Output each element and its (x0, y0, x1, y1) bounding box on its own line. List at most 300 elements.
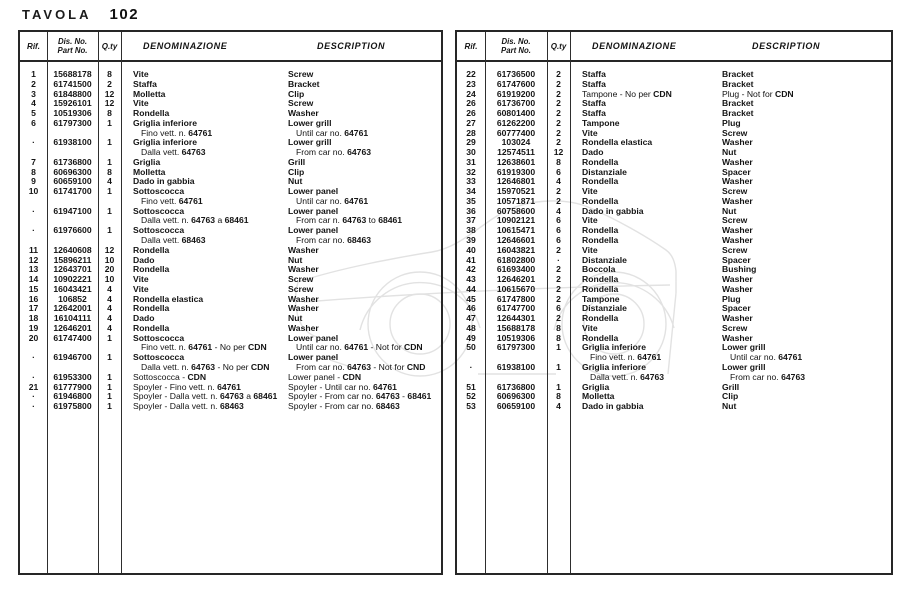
qty-cell: 8 (107, 108, 112, 119)
denominazione-cell (570, 343, 711, 363)
part-text-line: Sottoscocca (133, 205, 185, 216)
part-number-cell: 12646201 (496, 274, 536, 285)
part-text-line: Washer (722, 137, 753, 148)
part-text-line: Washer (288, 322, 319, 333)
rif-cell: · (32, 352, 35, 363)
part-text-line: Dalla vett. 64763 (141, 147, 206, 158)
part-number-cell: 61736800 (496, 381, 536, 392)
column-header-part-no: Dis. No. Part No. (501, 37, 531, 55)
denominazione-cell (121, 187, 277, 207)
part-text-line: From car no. 64763 (296, 147, 372, 158)
part-text-line: Washer (722, 313, 753, 324)
qty-cell: 2 (556, 117, 561, 128)
part-text-line: Screw (722, 127, 748, 138)
part-text-line: Vite (582, 322, 598, 333)
part-text-line: Rondella (582, 235, 619, 246)
column-header-denominazione: DENOMINAZIONE (592, 41, 677, 51)
qty-cell: 8 (556, 332, 561, 343)
part-number-cell: 60696300 (53, 166, 92, 177)
part-text-line: Griglia inferiore (582, 342, 646, 353)
qty-cell: 12 (553, 147, 564, 158)
rif-cell: 6 (31, 117, 36, 128)
rif-cell: 35 (466, 195, 476, 206)
part-text-line: Dado in gabbia (582, 401, 644, 412)
part-text-line: Until car no. 64761 - Not for CDN (296, 342, 423, 353)
part-text-line: Spoyler - Dalla vett. n. 68463 (133, 401, 244, 412)
parts-table-right (455, 30, 893, 575)
part-text-line: Rondella (582, 313, 619, 324)
part-text-line: Plug (722, 117, 741, 128)
qty-cell: 6 (556, 235, 561, 246)
rif-cell: 19 (28, 322, 39, 333)
part-number-cell: 10615471 (496, 225, 536, 236)
part-number-cell: 61938100 (53, 137, 92, 148)
description-cell (711, 343, 891, 363)
part-text-line: Griglia (133, 156, 161, 167)
title-word: TAVOLA (22, 7, 92, 22)
column-header-denominazione: DENOMINAZIONE (143, 41, 228, 51)
qty-cell: 2 (556, 313, 561, 324)
qty-cell: 4 (107, 293, 112, 304)
part-number-cell: 12574511 (497, 147, 535, 158)
denominazione-cell (570, 402, 711, 412)
part-text-line: Plug (722, 293, 741, 304)
part-number-cell: 10902121 (496, 215, 536, 226)
part-number-cell: 61747400 (53, 332, 92, 343)
part-number-cell: 10519306 (496, 332, 536, 343)
rif-cell: 11 (28, 244, 39, 255)
part-text-line: Fino vett. n. 64761 (590, 352, 662, 363)
part-text-line: From car n. 64763 to 68461 (296, 215, 403, 226)
part-number-cell: 15896211 (53, 254, 92, 265)
part-number-cell: 10519306 (53, 108, 92, 119)
rif-cell: 32 (466, 166, 476, 177)
part-text-line: Distanziale (582, 254, 627, 265)
table-header (20, 32, 441, 62)
part-number-cell: 60801400 (496, 108, 536, 119)
part-text-line: Screw (288, 69, 314, 79)
part-text-line: Spacer (722, 166, 751, 177)
rif-cell: · (32, 401, 35, 412)
part-text-line: Fino vett. n. 64761 - No per CDN (141, 342, 267, 353)
part-text-line: Staffa (582, 78, 606, 89)
part-text-line: Washer (722, 274, 753, 285)
part-number-cell: 61946800 (53, 391, 92, 402)
part-number-cell: 61802800 (496, 254, 536, 265)
part-text-line: Rondella (582, 195, 619, 206)
table-header (457, 32, 891, 62)
qty-cell: 4 (107, 322, 112, 333)
qty-cell: 4 (107, 176, 112, 187)
description-cell (277, 187, 441, 207)
part-number-cell: 61797300 (53, 117, 92, 128)
qty-cell: 1 (107, 352, 112, 363)
part-number-cell: 61747800 (496, 293, 536, 304)
part-number-cell: 61747600 (496, 78, 536, 89)
column-divider (121, 32, 122, 573)
rif-cell: 26 (466, 98, 476, 109)
rif-cell: 33 (466, 176, 476, 187)
part-text-line: Sottoscocca (133, 225, 185, 236)
qty-cell: 2 (556, 108, 561, 119)
rif-cell: 47 (466, 313, 476, 324)
denominazione-cell (121, 334, 277, 354)
rif-cell: 39 (466, 235, 476, 246)
part-number-cell: 61777900 (53, 381, 92, 392)
rif-cell: 53 (466, 401, 476, 412)
part-number-cell: 12646801 (496, 176, 536, 187)
qty-cell: 1 (107, 117, 112, 128)
rif-cell: 36 (466, 205, 476, 216)
qty-cell: 6 (556, 166, 561, 177)
part-text-line: Nut (722, 401, 737, 412)
qty-cell: 12 (104, 88, 115, 99)
rif-cell: · (32, 391, 35, 402)
part-text-line: Bracket (722, 78, 754, 89)
part-text-line: Rondella (582, 156, 619, 167)
part-text-line: Tampone (582, 293, 620, 304)
description-cell (711, 402, 891, 412)
column-divider (547, 32, 548, 573)
part-text-line: Vite (582, 244, 598, 255)
part-text-line: From car no. 64763 - Not for CND (296, 361, 426, 372)
part-text-line: Bushing (722, 264, 757, 275)
qty-cell: 8 (556, 322, 561, 333)
part-number-cell: 61946700 (53, 352, 92, 363)
part-number-cell: 61736800 (53, 156, 92, 167)
qty-cell: 1 (107, 225, 112, 236)
rif-cell: 13 (28, 264, 39, 275)
column-header-part-no: Dis. No. Part No. (57, 37, 88, 55)
qty-cell: 1 (556, 361, 561, 372)
qty-cell: 2 (556, 137, 561, 148)
part-text-line: Fino vett. 64761 (141, 195, 203, 206)
part-text-line: Vite (133, 283, 149, 294)
column-header-qty: Q.ty (550, 41, 567, 51)
table-row (20, 353, 441, 373)
denominazione-cell (121, 402, 277, 412)
description-cell (277, 226, 441, 246)
rif-cell: 15 (28, 283, 39, 294)
rif-cell: 10 (28, 186, 39, 197)
part-number-cell: 12640608 (53, 244, 92, 255)
part-text-line: Washer (288, 293, 319, 304)
rif-cell: 1 (31, 69, 36, 79)
parts-table-left (18, 30, 443, 575)
rif-cell: · (469, 361, 473, 372)
description-cell (277, 119, 441, 139)
part-text-line: Nut (722, 147, 737, 158)
part-number-cell: 60659100 (496, 401, 536, 412)
qty-cell: 2 (556, 244, 561, 255)
part-text-line: Bracket (288, 78, 320, 89)
part-text-line: Dalla vett. n. 64763 - No per CDN (141, 361, 270, 372)
part-text-line: Spacer (722, 303, 751, 314)
rif-cell: 45 (466, 293, 476, 304)
part-text-line: Spacer (722, 254, 751, 265)
part-text-line: Lower panel (288, 205, 339, 216)
qty-cell: 1 (107, 137, 112, 148)
column-header-rif: Rif. (464, 41, 478, 51)
part-text-line: Washer (722, 225, 753, 236)
part-text-line: Molletta (133, 88, 166, 99)
table-number: 102 (109, 6, 140, 23)
rif-cell: 28 (466, 127, 476, 138)
qty-cell: 10 (104, 274, 115, 285)
qty-cell: 1 (107, 371, 112, 382)
qty-cell: 4 (556, 205, 561, 216)
part-number-cell: 16104111 (53, 313, 92, 324)
part-text-line: Rondella (133, 322, 170, 333)
table-row (457, 363, 891, 383)
rif-cell: 43 (466, 274, 476, 285)
part-text-line: Tampone (582, 117, 620, 128)
part-number-cell: 61736500 (496, 69, 536, 79)
qty-cell: 1 (107, 381, 112, 392)
description-cell (711, 392, 891, 402)
part-number-cell: 61976600 (53, 225, 92, 236)
rif-cell: 27 (466, 117, 476, 128)
part-text-line: Rondella (582, 176, 619, 187)
part-text-line: Dado (582, 147, 604, 158)
qty-cell: 20 (104, 264, 115, 275)
part-text-line: Screw (722, 322, 748, 333)
qty-cell: 8 (107, 166, 112, 177)
column-divider (47, 32, 48, 573)
part-number-cell: 61797300 (496, 342, 536, 353)
qty-cell: 8 (556, 156, 561, 167)
page-title (22, 6, 139, 23)
denominazione-cell (570, 363, 711, 383)
part-text-line: Rondella (133, 244, 170, 255)
qty-cell: 4 (556, 176, 561, 187)
qty-cell: 6 (556, 303, 561, 314)
part-text-line: Griglia inferiore (133, 137, 197, 148)
column-header-description: DESCRIPTION (317, 41, 386, 51)
part-text-line: Screw (288, 98, 314, 109)
part-number-cell: 60758600 (496, 205, 536, 216)
qty-cell: 1 (107, 156, 112, 167)
qty-cell: 1 (107, 391, 112, 402)
rif-cell: 38 (466, 225, 476, 236)
table-row (457, 402, 891, 412)
part-text-line: Nut (288, 176, 303, 187)
part-text-line: Rondella elastica (133, 293, 204, 304)
qty-cell: 1 (107, 401, 112, 412)
part-text-line: Rondella (582, 283, 619, 294)
rif-cell: 3 (31, 88, 36, 99)
rif-cell: 7 (31, 156, 36, 167)
rif-cell: 9 (31, 176, 36, 187)
description-cell (711, 383, 891, 393)
part-text-line: Vite (133, 98, 149, 109)
rif-cell: 17 (28, 303, 39, 314)
part-text-line: Nut (288, 254, 303, 265)
rif-cell: · (32, 137, 35, 148)
description-cell (711, 363, 891, 383)
part-number-cell: 60777400 (496, 127, 536, 138)
part-number-cell: 61747700 (496, 303, 536, 314)
qty-cell: 1 (107, 186, 112, 197)
qty-cell: 4 (556, 401, 561, 412)
part-text-line: Molletta (582, 391, 615, 402)
column-divider (98, 32, 99, 573)
part-text-line: Rondella (582, 274, 619, 285)
part-text-line: Dado in gabbia (133, 176, 195, 187)
table-row (20, 334, 441, 354)
part-text-line: Rondella elastica (582, 137, 653, 148)
qty-cell: 8 (556, 391, 561, 402)
rif-cell: 29 (466, 137, 476, 148)
column-header-description: DESCRIPTION (752, 41, 821, 51)
rif-cell: 40 (466, 244, 476, 255)
part-text-line: Spoyler - Until car no. 64761 (288, 381, 397, 392)
part-text-line: Washer (722, 176, 753, 187)
part-text-line: Dalla vett. 68463 (141, 235, 206, 246)
part-text-line: Distanziale (582, 166, 627, 177)
rif-cell: 22 (466, 69, 476, 79)
rif-cell: 49 (466, 332, 476, 343)
rif-cell: 34 (466, 186, 476, 197)
rif-cell: 31 (466, 156, 476, 167)
part-text-line: Washer (288, 264, 319, 275)
qty-cell: 2 (556, 283, 561, 294)
part-text-line: Dalla vett. n. 64763 a 68461 (141, 215, 249, 226)
part-text-line: Screw (288, 283, 314, 294)
part-text-line: Dado (133, 254, 155, 265)
part-number-cell: 12642001 (53, 303, 92, 314)
part-number-cell: 10902221 (53, 274, 92, 285)
denominazione-cell (121, 226, 277, 246)
rif-cell: 21 (28, 381, 39, 392)
qty-cell: 1 (107, 332, 112, 343)
part-text-line: Washer (722, 156, 753, 167)
part-text-line: Rondella (133, 108, 170, 119)
part-text-line: Washer (722, 235, 753, 246)
qty-cell: 4 (107, 303, 112, 314)
qty-cell: 2 (556, 69, 561, 79)
qty-cell: 4 (107, 313, 112, 324)
qty-cell: 1 (107, 205, 112, 216)
rif-cell: · (32, 371, 35, 382)
qty-cell: 2 (556, 195, 561, 206)
rif-cell: 8 (31, 166, 36, 177)
part-text-line: Vite (582, 215, 598, 226)
rif-cell: 2 (31, 78, 36, 89)
qty-cell: 6 (556, 215, 561, 226)
column-header-qty: Q.ty (101, 41, 118, 51)
part-text-line: Lower grill (722, 342, 766, 353)
qty-cell: 1 (556, 381, 561, 392)
part-text-line: Until car no. 64761 (730, 352, 803, 363)
part-number-cell: 61736700 (496, 98, 536, 109)
part-text-line: Screw (722, 215, 748, 226)
rif-cell: · (32, 205, 35, 216)
rif-cell: 30 (466, 147, 476, 158)
part-text-line: Staffa (582, 69, 606, 79)
description-cell (711, 197, 891, 207)
qty-cell: 2 (556, 274, 561, 285)
rif-cell: 51 (466, 381, 476, 392)
part-text-line: Grill (288, 156, 306, 167)
column-header-rif: Rif. (27, 41, 40, 51)
part-text-line: Washer (722, 283, 753, 294)
table-row (20, 207, 441, 227)
rif-cell: · (32, 225, 35, 236)
description-cell (277, 207, 441, 227)
part-text-line: Bracket (722, 108, 754, 119)
part-text-line: Griglia (582, 381, 610, 392)
denominazione-cell (121, 138, 277, 158)
part-text-line: Rondella (133, 264, 170, 275)
rif-cell: 24 (466, 88, 476, 99)
rif-cell: 5 (31, 108, 36, 119)
table-row (20, 402, 441, 412)
qty-cell: 8 (107, 69, 112, 79)
part-text-line: Lower panel - CDN (288, 371, 362, 382)
part-text-line: Clip (722, 391, 739, 402)
description-cell (277, 334, 441, 354)
denominazione-cell (121, 119, 277, 139)
part-text-line: Washer (288, 303, 319, 314)
part-number-cell: 16043421 (53, 283, 92, 294)
part-text-line: Lower panel (288, 186, 339, 197)
rif-cell: 52 (466, 391, 476, 402)
rif-cell: 23 (466, 78, 476, 89)
part-number-cell: 12646601 (496, 235, 536, 246)
part-text-line: Dado (133, 313, 155, 324)
part-text-line: Staffa (582, 108, 606, 119)
part-text-line: Sottoscocca (133, 352, 185, 363)
part-text-line: From car no. 68463 (296, 235, 372, 246)
qty-cell: 6 (556, 225, 561, 236)
part-text-line: Screw (288, 274, 314, 285)
qty-cell: 12 (104, 98, 115, 109)
part-text-line: Grill (722, 381, 740, 392)
part-text-line: Sottoscocca - CDN (133, 371, 207, 382)
part-text-line: Boccola (582, 264, 616, 275)
part-number-cell: 61938100 (496, 361, 536, 372)
part-number-cell: 60696300 (496, 391, 536, 402)
part-text-line: Clip (288, 88, 305, 99)
part-text-line: Lower panel (288, 225, 339, 236)
part-text-line: Lower grill (288, 117, 332, 128)
description-cell (711, 138, 891, 148)
rif-cell: 12 (28, 254, 39, 265)
description-cell (277, 402, 441, 412)
qty-cell: 2 (556, 186, 561, 197)
part-text-line: Spoyler - From car no. 68463 (288, 401, 400, 412)
part-number-cell: 61741700 (53, 186, 92, 197)
part-number-cell: 61919300 (496, 166, 536, 177)
qty-cell: 2 (556, 264, 561, 275)
rif-cell: 42 (466, 264, 476, 275)
part-number-cell: 60659100 (53, 176, 92, 187)
part-text-line: Lower panel (288, 332, 339, 343)
denominazione-cell (121, 207, 277, 227)
part-text-line: Bracket (722, 69, 754, 79)
description-cell (277, 353, 441, 373)
part-text-line: Washer (722, 332, 753, 343)
part-text-line: Until car no. 64761 (296, 127, 369, 138)
part-text-line: Sottoscocca (133, 186, 185, 197)
qty-cell: 2 (107, 78, 112, 89)
rif-cell: 14 (28, 274, 39, 285)
part-text-line: Rondella (582, 332, 619, 343)
part-text-line: Staffa (582, 98, 606, 109)
part-text-line: Washer (722, 195, 753, 206)
part-number-cell: 61741500 (53, 78, 92, 89)
